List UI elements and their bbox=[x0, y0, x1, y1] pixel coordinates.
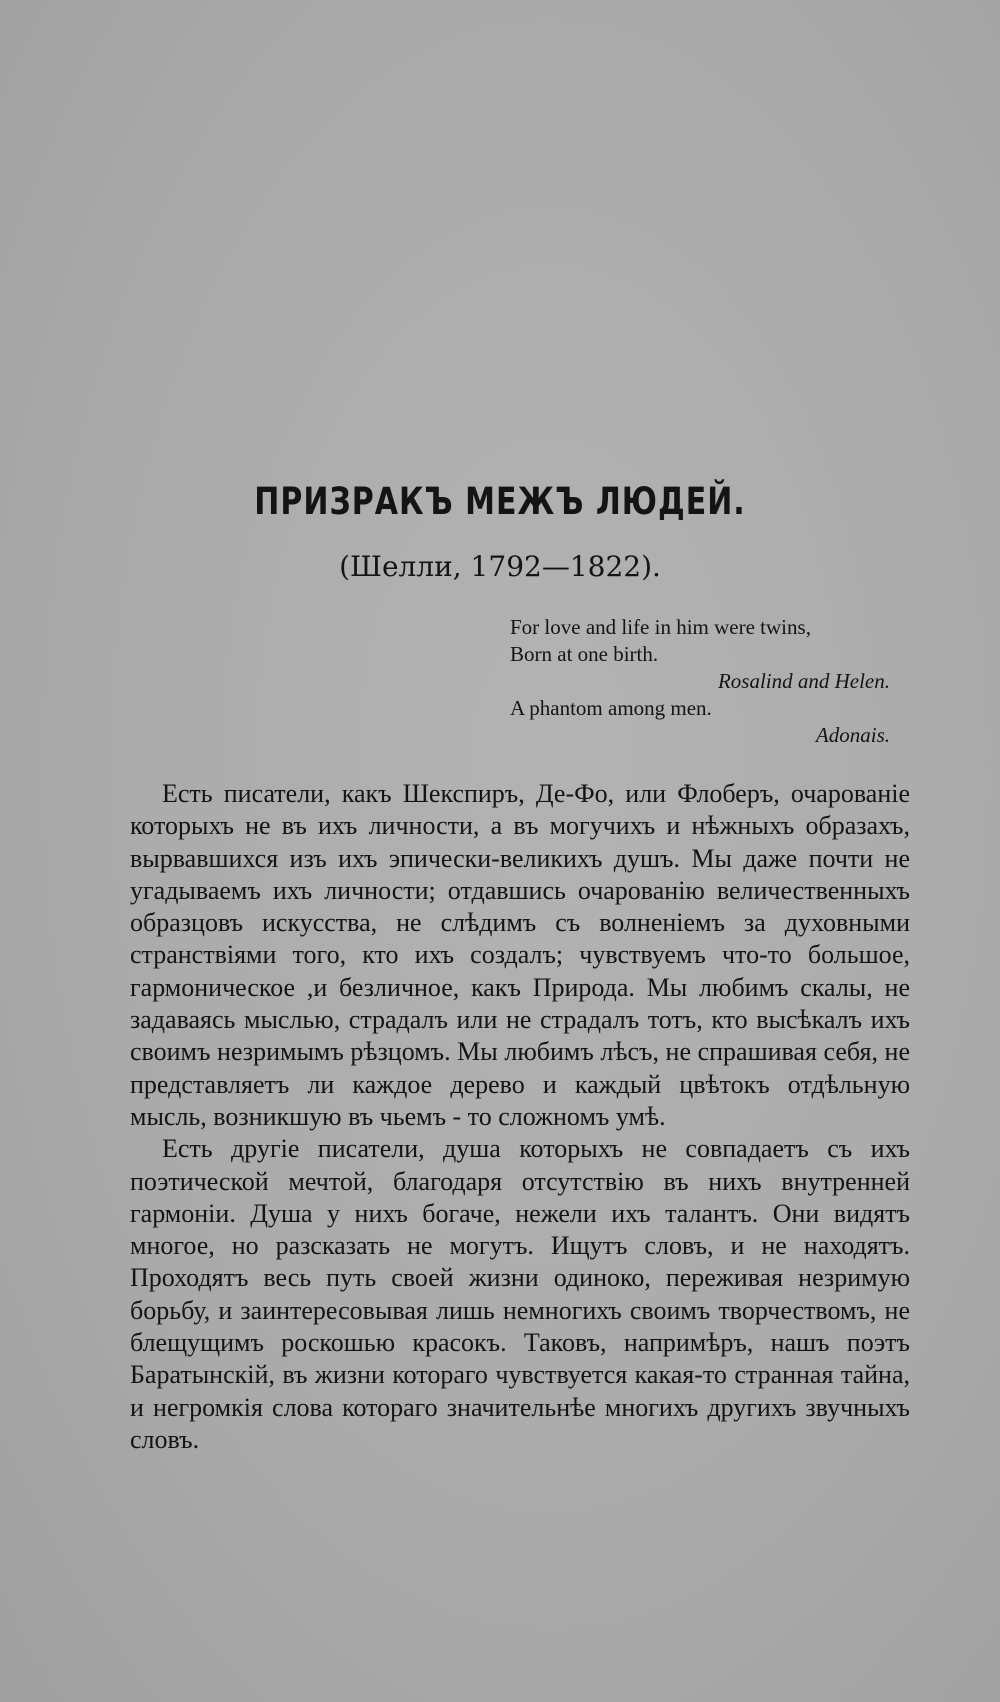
epigraph-line: For love and life in him were twins, bbox=[510, 615, 811, 639]
epigraph-line: A phantom among men. bbox=[510, 696, 712, 720]
page-title: ПРИЗРАКЪ МЕЖЪ ЛЮДЕЙ. bbox=[254, 480, 746, 524]
page-subtitle: (Шелли, 1792—1822). bbox=[339, 550, 661, 583]
paragraph: Есть писатели, какъ Шекспиръ, Де-Фо, или Флоберъ, очарованіе которыхъ не въ ихъ личности, а въ могучихъ и нѣжныхъ образахъ, вырвавшихся изъ ихъ эпически-великихъ душъ. Мы даже почти не угадываемъ ихъ личности; отдавшись очарованію величественныхъ образцовъ искусства, не слѣдимъ съ волненіемъ за духовными странствіями того, кто ихъ создалъ; чувствуемъ что-то большое, гармоническое ,и безличное, какъ Природа. Мы любимъ скалы, не задаваясь мыслью, страдалъ или не страдалъ тотъ, кто высѣкалъ ихъ своимъ незримымъ рѣзцомъ. Мы любимъ лѣсъ, не спрашивая себя, не представляетъ ли каждое дерево и каждый цвѣтокъ отдѣльную мысль, возникшую въ чьемъ - то сложномъ умѣ. bbox=[130, 779, 910, 1131]
epigraph-source: Rosalind and Helen. bbox=[717, 669, 890, 693]
epigraph-source: Adonais. bbox=[815, 723, 890, 747]
epigraph bbox=[510, 614, 890, 749]
body-text bbox=[130, 778, 910, 1456]
epigraph-line: Born at one birth. bbox=[510, 642, 659, 666]
paragraph: Есть другіе писатели, душа которыхъ не совпадаетъ съ ихъ поэтической мечтой, благодаря отсутствію въ нихъ внутренней гармоніи. Душа у нихъ богаче, нежели ихъ талантъ. Они видятъ многое, но разсказать не могутъ. Ищутъ словъ, и не находятъ. Проходятъ весь путь своей жизни одиноко, переживая незримую борьбу, и заинтересовывая лишь немногихъ своимъ творчествомъ, не блещущимъ роскошью красокъ. Таковъ, напримѣръ, нашъ поэтъ Баратынскій, въ жизни котораго чувствуется какая-то странная тайна, и негромкія слова котораго значительнѣе многихъ другихъ звучныхъ словъ. bbox=[130, 1134, 910, 1454]
